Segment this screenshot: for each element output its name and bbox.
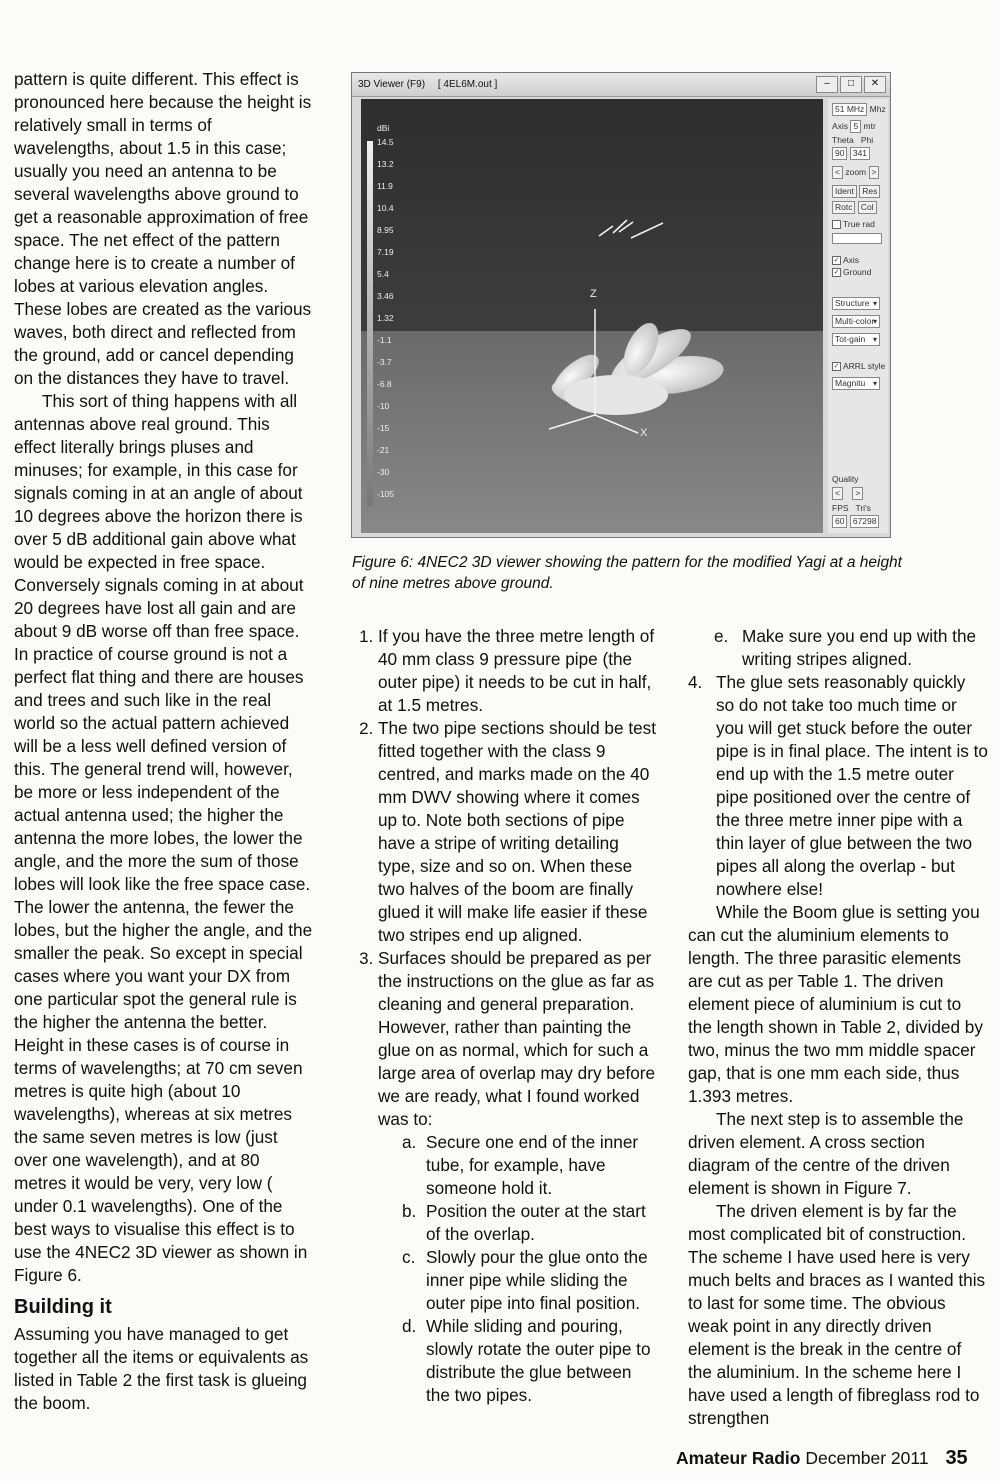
issue-date: December 2011 — [805, 1448, 929, 1468]
tris-value: 67298 — [850, 515, 880, 528]
ground-checkbox-label: Ground — [843, 267, 872, 277]
tris-label: Tri's — [855, 503, 871, 513]
frequency-unit: Mhz — [869, 104, 886, 114]
column-3 — [688, 625, 988, 1430]
scale-label: 7.19 — [377, 247, 394, 257]
list-item — [688, 671, 988, 901]
scale-label: 10.4 — [377, 203, 394, 213]
paragraph: pattern is quite different. This effect is pronounced here because the height is relatively small in terms of wavelengths, about 1.5 in this case; usually you need an antenna to be several wavelengths above ground to get a reasonable approximation of free space. The net effect of the pattern change here is to create a number of lobes at various elevation angles. These lobes are created as the various waves, both direct and reflected from the ground, add or cancel depending on the distances they have to travel. — [14, 69, 312, 388]
list-item-text: Surfaces should be prepared as per the instructions on the glue as far as cleaning and general preparation. However, rather than painting the glue on as normal, which for such a large area of overlap may dry before we are ready, what I found worked was to: — [378, 948, 656, 1129]
ground-checkbox[interactable]: ✓ — [833, 269, 840, 277]
sub-list-letter: a. — [402, 1132, 417, 1152]
zoom-out-button[interactable]: < — [832, 166, 843, 179]
list-item — [378, 625, 658, 717]
true-rad-checkbox[interactable] — [832, 220, 841, 229]
scale-label: -15 — [377, 423, 390, 433]
sub-list-item — [714, 625, 988, 671]
arrl-style-checkbox[interactable]: ✓ — [833, 363, 840, 371]
multicolor-dropdown[interactable]: Multi-color ▾ — [832, 315, 880, 328]
list-item-text: If you have the three metre length of 40 mm class 9 pressure pipe (the outer pipe) it needs to be cut in half, at 1.5 metres. — [378, 626, 655, 715]
scale-label: 8.95 — [377, 225, 394, 235]
z-axis-label: Z — [590, 288, 597, 300]
paragraph: This sort of thing happens with all antennas above real ground. This effect literally brings pluses and minuses; for example, in this case for signals coming in at an angle of about 10 degrees above the horizon there is over 5 dB additional gain above what would be expected in free space. Conversely signals coming in at about 20 degrees have lost all gain and are about 9 dB worse off than free space. In practice of course ground is not a perfect flat thing and there are houses and trees and such like in the real world so the actual pattern achieved will be a less well defined version of this. The general trend will, however, be more or less independent of the actual antenna used; the higher the antenna the more lobes, the lower the angle, and the more the sum of those lobes will look like the free space case. The lower the antenna, the fewer the lobes, but the higher the angle, and the smaller the peak. So except in special cases where you want your DX from one particular spot the general rule is the higher the antenna the better. Height in these cases is of course in terms of wavelengths; at 70 cm seven metres is quite high (about 10 wavelengths), whereas at six metres the same seven metres is low (just over one wavelength), and at 80 metres it would be very, very low ( under 0.1 wavelengths). One of the best ways to visualise this effect is to use the 4NEC2 3D viewer as shown in Figure 6. — [14, 391, 313, 1285]
scale-label: -21 — [377, 445, 390, 455]
col-button[interactable]: Col — [858, 201, 877, 214]
column-2 — [348, 625, 658, 1407]
column-1 — [14, 68, 314, 1415]
sub-list — [378, 1131, 658, 1407]
sub-list-letter: c. — [402, 1247, 416, 1267]
phi-label: Phi — [860, 135, 874, 145]
gain-scale-bar — [367, 141, 373, 506]
scale-label: 14.5 — [377, 137, 394, 147]
figure-3d-viewer — [351, 72, 891, 538]
zoom-label: zoom — [845, 167, 867, 177]
axis-checkbox[interactable]: ✓ — [833, 257, 840, 265]
sub-list-letter: b. — [402, 1201, 417, 1221]
structure-dropdown[interactable]: Structure ▾ — [832, 297, 880, 310]
paragraph: The next step is to assemble the driven element. A cross section diagram of the centre of the driven element is shown in Figure 7. — [688, 1109, 964, 1198]
scale-label: -10 — [377, 401, 390, 411]
slider[interactable] — [832, 233, 882, 244]
paragraph: While the Boom glue is setting you can cut the aluminium elements to length. The three parasitic elements are cut as per Table 1. The driven element piece of aluminium is cut to the length shown in Table 2, divided by two, minus the two mm middle spacer gap, that is one mm each side, thus 1.393 metres. — [688, 902, 983, 1106]
paragraph: Assuming you have managed to get together all the items or equivalents as listed in Table 2 the first task is glueing the boom. — [14, 1324, 309, 1413]
scale-label: 11.9 — [377, 181, 393, 191]
sub-list-text: Slowly pour the glue onto the inner pipe while sliding the outer pipe into final position. — [426, 1247, 648, 1313]
section-heading: Building it — [14, 1296, 112, 1318]
magazine-name: Amateur Radio — [676, 1448, 801, 1468]
sub-list-item — [402, 1200, 658, 1246]
axis-length-field[interactable]: 5 — [850, 120, 861, 133]
window-title: 3D Viewer (F9) — [358, 79, 426, 90]
res-button[interactable]: Res — [859, 185, 880, 198]
true-rad-label: True rad — [843, 219, 875, 229]
sub-list-text: Make sure you end up with the writing stripes aligned. — [742, 626, 977, 669]
window-controls — [816, 76, 886, 92]
list-item — [378, 947, 658, 1407]
sub-list-letter: e. — [714, 626, 729, 646]
list-number: 4. — [688, 672, 703, 692]
scene-graphic — [361, 99, 823, 533]
page-number: 35 — [945, 1447, 968, 1469]
theta-label: Theta — [832, 135, 854, 145]
window-file: [ 4EL6M.out ] — [437, 79, 498, 90]
minimize-icon[interactable]: – — [816, 76, 838, 93]
maximize-icon[interactable]: □ — [840, 76, 862, 93]
3d-scene[interactable] — [361, 99, 823, 533]
scale-label: -3.7 — [377, 357, 392, 367]
scale-label: 3.46 — [377, 291, 394, 301]
scale-label: -6.8 — [377, 379, 392, 389]
frequency-field[interactable]: 51 MHz — [832, 103, 867, 116]
figure-caption: Figure 6: 4NEC2 3D viewer showing the pattern for the modified Yagi at a height of nine metres above ground. — [352, 554, 902, 592]
window-titlebar — [352, 73, 890, 97]
viewer-control-panel — [828, 99, 888, 533]
paragraph: The driven element is by far the most complicated bit of construction. The scheme I have used here is very much belts and braces as I wanted this to last for some time. The obvious weak point in any directly driven element is the break in the centre of the aluminium. In the scheme here I have used a length of fibreglass rod to strengthen — [688, 1201, 986, 1428]
sub-list-text: While sliding and pouring, slowly rotate the outer pipe to distribute the glue between the two pipes. — [426, 1316, 651, 1405]
ident-button[interactable]: Ident — [832, 185, 857, 198]
zoom-in-button[interactable]: > — [869, 166, 880, 179]
viewer-window — [351, 72, 891, 538]
scale-label: -1.1 — [377, 335, 392, 345]
axis-checkbox-label: Axis — [843, 255, 860, 265]
theta-field[interactable]: 90 — [832, 147, 847, 160]
fps-label: FPS — [832, 503, 849, 513]
quality-up-button[interactable]: > — [852, 487, 863, 500]
scale-label: -30 — [377, 467, 390, 477]
list-item-text: The glue sets reasonably quickly so do not take too much time or you will get stuck before the outer pipe is in final place. The intent is to end up with the 1.5 metre outer pipe positioned over the centre of the three metre inner pipe with a thin layer of glue between the two pipes all along the overlap - but nowhere else! — [716, 672, 988, 899]
sub-list-item — [402, 1131, 658, 1200]
fps-value: 60 — [832, 515, 847, 528]
scale-label: 5.4 — [377, 269, 389, 279]
rotc-button[interactable]: Rotc — [832, 201, 855, 214]
page-footer — [676, 1447, 968, 1470]
arrl-style-label: ARRL style — [843, 361, 886, 371]
instruction-list — [348, 625, 658, 1407]
scale-unit: dBi — [377, 123, 390, 133]
sub-list-text: Secure one end of the inner tube, for example, have someone hold it. — [426, 1132, 639, 1198]
sub-list-text: Position the outer at the start of the overlap. — [426, 1201, 646, 1244]
axis-unit: mtr — [863, 121, 876, 131]
phi-field[interactable]: 341 — [850, 147, 870, 160]
scale-label: 13.2 — [377, 159, 394, 169]
scale-label: 1.32 — [377, 313, 394, 323]
list-item-text: The two pipe sections should be test fitted together with the class 9 centred, and marks made on the 40 mm DWV showing where it comes up to. Note both sections of pipe have a stripe of writing detailing type, size and so on. When these two halves of the boom are finally glued it will make life easier if these two stripes end up aligned. — [378, 718, 657, 945]
magnitude-dropdown[interactable]: Magnitu ▾ — [832, 377, 880, 390]
sub-list-item — [402, 1246, 658, 1315]
continued-list — [688, 625, 988, 901]
close-icon[interactable]: ✕ — [864, 76, 886, 93]
axis-label: Axis — [832, 121, 849, 131]
quality-down-button[interactable]: < — [832, 487, 843, 500]
quality-label: Quality — [832, 474, 859, 484]
x-axis-label: X — [640, 427, 648, 439]
list-item — [378, 717, 658, 947]
sub-list-letter: d. — [402, 1316, 417, 1336]
scale-label: -105 — [377, 489, 395, 499]
sub-list-item — [402, 1315, 658, 1407]
totgain-dropdown[interactable]: Tot-gain ▾ — [832, 333, 880, 346]
